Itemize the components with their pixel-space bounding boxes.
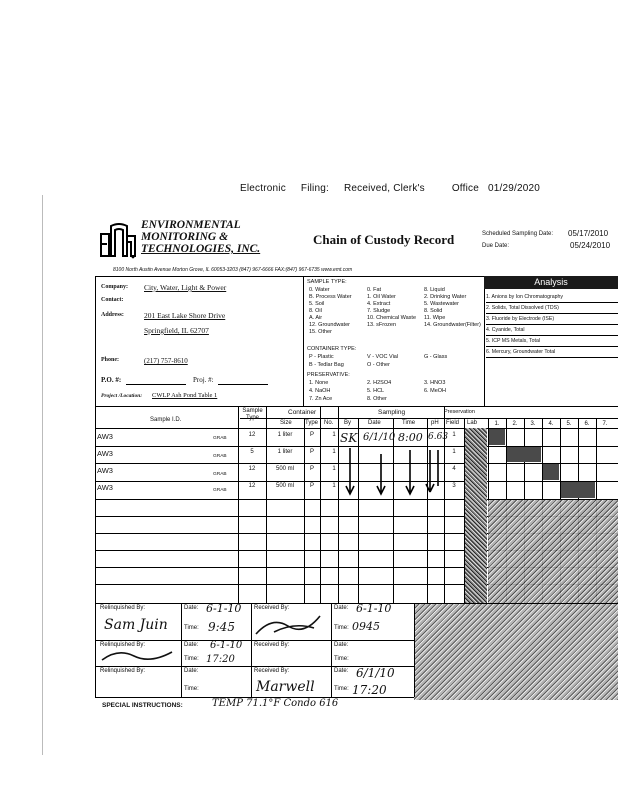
row-no: 1 xyxy=(332,466,336,472)
row-sample-type: 12 xyxy=(248,466,256,472)
pres-znace: 7. Zn Ace xyxy=(309,396,333,402)
header-no: No. xyxy=(324,420,334,426)
header-date: Date xyxy=(368,420,381,426)
sample-type-col3: 8. Liquid 2. Drinking Water 5. Wastewater 8. Solid 11. Wipe 14. Groundwater(Filter) xyxy=(424,287,481,328)
due-value: 05/24/2010 xyxy=(570,241,611,250)
analysis-item-3: 3. Fluoride by Electrode (ISE) xyxy=(486,316,555,322)
analysis-col-3: 3. xyxy=(530,421,536,427)
analysis-check xyxy=(561,482,595,498)
row-pres: 4 xyxy=(452,466,456,472)
received-time-3: 17:20 xyxy=(352,683,387,697)
row-ctype: P xyxy=(309,449,314,455)
company-label: Company: xyxy=(101,284,129,290)
analysis-item-5: 5. ICP MS Metals, Total xyxy=(486,338,541,344)
received-label-2: Received By: xyxy=(254,642,290,648)
relinquished-date-2: 6-1-10 xyxy=(210,640,243,651)
address-line1: 201 East Lake Shore Drive xyxy=(144,311,226,320)
time-label-1: Time: xyxy=(184,625,199,631)
row-grab: GRAB xyxy=(213,454,227,459)
row-pres: 3 xyxy=(452,483,456,489)
row-sample-id: AW3 xyxy=(97,432,113,441)
date-label-1: Date: xyxy=(184,605,199,611)
header-lab: Lab xyxy=(467,420,478,426)
handwritten-ph: 6.63 xyxy=(428,432,449,442)
header-preservation: Preservation xyxy=(444,409,475,415)
received-date-1: 6-1-10 xyxy=(356,602,392,615)
row-ctype: P xyxy=(309,466,314,472)
pres-hno3: 3. HNO3 xyxy=(424,380,446,386)
row-sample-type: 12 xyxy=(248,483,256,489)
relinquished-time-1: 9:45 xyxy=(208,620,235,634)
header-type: Type xyxy=(305,420,319,426)
lab-shaded-column xyxy=(465,428,487,603)
company-line2: MONITORING & xyxy=(141,231,229,243)
company-line1: ENVIRONMENTAL xyxy=(141,219,241,231)
analysis-check xyxy=(489,429,505,445)
analysis-item-4: 4. Cyanide, Total xyxy=(486,327,525,333)
scan-noise-area xyxy=(414,603,618,700)
scheduled-value: 05/17/2010 xyxy=(568,229,609,238)
row-sample-id: AW3 xyxy=(97,466,113,475)
row-sample-type: 5 xyxy=(250,449,254,455)
stamp-electronic: Electronic xyxy=(240,183,286,194)
analysis-item-6: 6. Mercury, Groundwater Total xyxy=(486,349,556,355)
row-pres: 1 xyxy=(452,432,456,438)
analysis-item-1: 1. Anions by Ion Chromatography xyxy=(486,294,563,300)
header-sampling: Sampling xyxy=(378,409,406,416)
header-by: By xyxy=(344,420,352,426)
handwritten-time: 8:00 xyxy=(398,431,423,444)
date-label-4: Date: xyxy=(334,642,349,648)
time-label-2: Time: xyxy=(334,625,349,631)
row-size: 1 liter xyxy=(277,449,293,455)
project-label: Project /Location: xyxy=(101,393,143,399)
pres-meoh: 6. MeOH xyxy=(424,388,447,394)
row-size: 500 ml xyxy=(275,483,294,489)
handwritten-date: 6/1/10 xyxy=(363,432,396,443)
row-sample-id: AW3 xyxy=(97,483,113,492)
special-instructions-label: SPECIAL INSTRUCTIONS: xyxy=(102,702,183,709)
row-sample-type: 12 xyxy=(248,432,256,438)
container-type-o: O - Other xyxy=(367,362,390,368)
analysis-check xyxy=(543,464,559,480)
analysis-col-7: 7. xyxy=(602,421,608,427)
page-edge xyxy=(42,195,43,755)
row-no: 1 xyxy=(332,483,336,489)
received-label-3: Received By: xyxy=(254,668,290,674)
sample-type-col1: 0. Water B. Process Water 5. Soil 8. Oil A. Air 12. Groundwater 15. Other xyxy=(309,287,352,335)
stamp-date: 01/29/2020 xyxy=(487,183,541,194)
received-label-1: Received By: xyxy=(254,605,290,611)
row-no: 1 xyxy=(332,432,336,438)
time-label-6: Time: xyxy=(334,686,349,692)
time-label-3: Time: xyxy=(184,656,199,662)
stamp-filing: Filing: xyxy=(300,183,329,194)
container-type-heading: CONTAINER TYPE: xyxy=(307,346,357,352)
received-date-3: 6/1/10 xyxy=(356,666,395,680)
special-instructions-value: TEMP 71.1°F Condo 616 xyxy=(212,698,339,709)
analysis-col-4: 4. xyxy=(548,421,554,427)
row-ctype: P xyxy=(309,432,314,438)
company-address: 8100 North Austin Avenue Morton Grove, IL 60053-3203 (847) 967-6666 FAX:(847) 967-6735 www.emt.com xyxy=(113,267,353,273)
time-label-4: Time: xyxy=(334,656,349,662)
row-sample-id: AW3 xyxy=(97,449,113,458)
contact-label: Contact: xyxy=(101,297,124,303)
relinquished-signature-1: Sam Juin xyxy=(104,617,168,633)
row-no: 1 xyxy=(332,449,336,455)
row-ctype: P xyxy=(309,483,314,489)
pres-other: 8. Other xyxy=(367,396,387,402)
ditto-arrows xyxy=(338,446,448,498)
analysis-col-2: 2. xyxy=(512,421,518,427)
proj-label: Proj. #: xyxy=(193,376,214,384)
date-label-6: Date: xyxy=(334,668,349,674)
scan-noise-area xyxy=(488,500,618,603)
company-line3: TECHNOLOGIES, INC. xyxy=(141,243,261,255)
header-size: Size xyxy=(280,420,292,426)
address-line2: Springfield, IL 62707 xyxy=(144,326,209,335)
row-grab: GRAB xyxy=(213,488,227,493)
company-name xyxy=(141,219,260,255)
analysis-item-2: 2. Solids, Total Dissolved (TDS) xyxy=(486,305,559,311)
received-signature-3: Marwell xyxy=(256,679,315,695)
project-value: CWLP Ash Pond Table 1 xyxy=(152,392,218,399)
container-type-b: B - Tedlar Bag xyxy=(309,362,344,368)
container-type-p: P - Plastic xyxy=(309,354,334,360)
stamp-received: Received, Clerk's xyxy=(343,183,425,194)
due-label: Due Date: xyxy=(482,243,510,249)
relinquished-label-1: Relinquished By: xyxy=(100,605,146,611)
header-sample-type: Sample Type xyxy=(242,408,263,421)
phone-label: Phone: xyxy=(101,357,119,363)
pres-hcl: 5. HCL xyxy=(367,388,385,394)
preservative-heading: PRESERVATIVE: xyxy=(307,372,350,378)
analysis-check xyxy=(507,447,541,462)
container-type-v: V - VOC Vial xyxy=(367,354,399,360)
header-time: Time xyxy=(402,420,416,426)
filing-stamp xyxy=(240,183,540,194)
emt-logo xyxy=(97,222,137,260)
row-grab: GRAB xyxy=(213,436,227,441)
scheduled-label: Scheduled Sampling Date: xyxy=(482,231,554,237)
header-sample-id: Sample I.D. xyxy=(150,417,182,423)
company-value: City, Water, Light & Power xyxy=(144,283,227,292)
address-label: Address: xyxy=(101,312,124,318)
time-label-5: Time: xyxy=(184,686,199,692)
pres-naoh: 4. NaOH xyxy=(309,388,331,394)
header-container: Container xyxy=(288,409,317,416)
date-label-3: Date: xyxy=(184,642,199,648)
analysis-heading: Analysis xyxy=(484,276,618,289)
header-ph: pH xyxy=(431,420,439,426)
date-label-5: Date: xyxy=(184,668,199,674)
date-label-2: Date: xyxy=(334,605,349,611)
phone-value: (217) 757-8610 xyxy=(144,357,188,365)
row-size: 500 ml xyxy=(275,466,294,472)
stamp-office: Office xyxy=(451,183,479,194)
relinquished-label-2: Relinquished By: xyxy=(100,642,146,648)
analysis-col-6: 6. xyxy=(584,421,590,427)
analysis-col-1: 1. xyxy=(494,421,500,427)
page-title: Chain of Custody Record xyxy=(313,232,455,247)
row-pres: 1 xyxy=(452,449,456,455)
pres-h2so4: 2. H2SO4 xyxy=(367,380,392,386)
relinquished-date-1: 6-1-10 xyxy=(206,602,242,615)
relinquished-label-3: Relinquished By: xyxy=(100,668,146,674)
container-type-g: G - Glass xyxy=(424,354,448,360)
handwritten-by: SK xyxy=(340,431,358,445)
header-field: Field xyxy=(446,420,460,426)
analysis-col-5: 5. xyxy=(566,421,572,427)
received-time-1: 0945 xyxy=(352,620,380,633)
sample-type-heading: SAMPLE TYPE: xyxy=(307,279,347,285)
row-size: 1 liter xyxy=(277,432,293,438)
row-grab: GRAB xyxy=(213,472,227,477)
pres-none: 1. None xyxy=(309,380,329,386)
relinquished-time-2: 17:20 xyxy=(206,654,235,665)
received-signature-1 xyxy=(254,612,330,638)
sample-type-col2: 0. Fat 1. Oil Water 4. Extract 7. Sludge 10. Chemical Waste 13. sFrozen xyxy=(367,287,417,328)
relinquished-signature-2 xyxy=(98,646,178,664)
po-label: P.O. #: xyxy=(101,376,122,384)
